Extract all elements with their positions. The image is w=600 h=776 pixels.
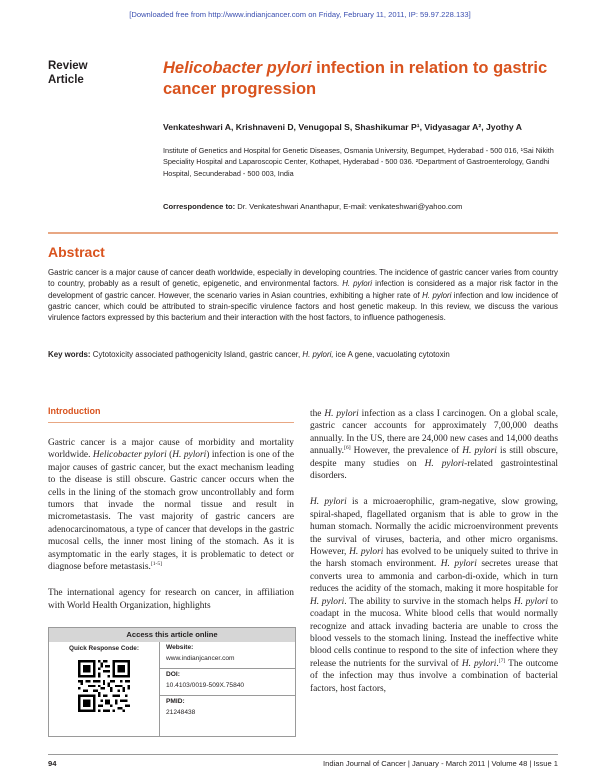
doi-value[interactable]: 10.4103/0019-509X.75840: [166, 682, 245, 689]
keywords-text-2: ice A gene, vacuolating cytotoxin: [333, 350, 450, 359]
correspondence-text: Dr. Venkateshwari Ananthapur, E-mail: venkateshwari@yahoo.com: [235, 202, 463, 211]
article-title: [163, 58, 563, 100]
rc-p2-text-5: to coadapt in the mucosa. White blood cells that would normally recognize and attack invading bacteria are unable to cross the blood vessels to the stomach lining. Instead the ineffective white blood cells continue to respond to the site of infection where they release the nutrients for the survival of: [310, 596, 558, 669]
abstract-divider: [48, 232, 558, 234]
rc-p2-em-2: H. pylori: [440, 559, 477, 570]
abstract-em-2: H. pylori: [422, 290, 452, 300]
citation-ref[interactable]: [1-5]: [150, 560, 163, 567]
intro-paragraph-2: The international agency for research on cancer, in affiliation with World Health Organization, highlights: [48, 588, 294, 611]
rc-p2-text-6: .: [496, 658, 499, 669]
pmid-row: [160, 696, 295, 736]
title-species: Helicobacter pylori: [163, 59, 312, 77]
rc-p2-em-4: H. pylori: [513, 596, 549, 607]
rc-p1-em-1: H. pylori: [462, 446, 497, 457]
section-heading-introduction: Introduction: [48, 406, 101, 416]
rc-p1-text-0: the: [310, 409, 325, 419]
abstract-text-2: infection is considered as a major risk factor in the development of gastric cancer. However, the scenario varies in Asian countries, exhibiting a higher rate of: [48, 279, 558, 300]
affiliations: Institute of Genetics and Hospital for Genetic Diseases, Osmania University, Begumpet, Hyderabad - 500 016, ¹Sai Nikith Speciality Hospital and Laparoscopic Center, Kothapet, Hyderabad - 500 036. ²Department of Gastroenterology, Gandhi Hospital, Secunderabad - 500 003, India: [163, 146, 554, 178]
abstract-heading: Abstract: [48, 244, 105, 260]
abstract-em-1: H. pylori: [342, 279, 373, 289]
intro-paragraph-1: [48, 437, 294, 573]
article-type-line-1: Review: [48, 60, 88, 72]
journal-citation: Indian Journal of Cancer | January - March 2011 | Volume 48 | Issue 1: [323, 759, 558, 768]
rc-p2-em-5: H. pylori: [461, 658, 497, 669]
rc-p1-text-1: infection as a class I carcinogen. On a global scale, gastric cancer accounts for approximately 7,00,000 deaths annually. In the US, there are 24,000 new cases and 14,000 deaths annually.: [310, 409, 559, 457]
rc-p1-em-2: H. pylori: [424, 458, 465, 469]
keywords-label: Key words:: [48, 350, 91, 359]
access-box-heading: Access this article online: [49, 628, 295, 642]
intro-p1-em-1: Helicobacter pylori: [92, 450, 167, 461]
citation-ref[interactable]: [6]: [344, 445, 351, 452]
footer-divider: [48, 754, 558, 755]
rc-p2-text-7: The outcome of the infection may thus involve a combination of bacterial factors, host factors,: [310, 658, 558, 694]
rc-p2-text-3: secretes urease that converts urea to ammonia and carbon-di-oxide, which in turn reduces the acidity of the stomach, making it more hospitable for: [310, 559, 559, 595]
rc-p1-em-0: H. pylori: [324, 409, 359, 419]
intro-p1-text-2: (: [166, 450, 173, 461]
website-link[interactable]: www.indianjcancer.com: [166, 655, 235, 662]
qr-code-label: Quick Response Code:: [69, 645, 139, 652]
left-column: [48, 437, 294, 626]
rc-p1-text-4: -related gastrointestinal disorders.: [310, 458, 559, 482]
right-paragraph-2: [310, 496, 558, 695]
right-column: [310, 408, 558, 709]
correspondence: [163, 202, 563, 211]
qr-code-cell: [49, 642, 160, 736]
page-number: 94: [48, 759, 57, 768]
rc-p2-text-1: is a microaerophilic, gram-negative, slow growing, spiral-shaped, flagellated organism that is able to grow in the human stomach. Normally the acidic microenvironment prevents the survival of viruses, bacteria, and other micro organisms. However,: [310, 497, 558, 558]
article-type-line-2: Article: [48, 74, 84, 86]
article-type-label: [48, 59, 88, 87]
pmid-label: PMID:: [166, 698, 185, 705]
rc-p2-em-3: H. pylori: [310, 596, 345, 607]
intro-p1-text-1: Gastric cancer is a major cause of morbidity and mortality worldwide.: [48, 438, 294, 461]
abstract-body: [48, 267, 558, 323]
website-row: [160, 642, 295, 669]
keywords-em: H. pylori,: [302, 350, 334, 359]
qr-code-image[interactable]: [78, 660, 130, 712]
rc-p2-em-1: H. pylori: [349, 547, 384, 558]
rc-p2-text-4: . The ability to survive in the stomach helps: [344, 596, 514, 607]
keywords: [48, 349, 558, 360]
citation-ref[interactable]: [7]: [498, 657, 506, 664]
doi-label: DOI:: [166, 671, 180, 678]
doi-row: [160, 669, 295, 696]
rc-p1-text-2: However, the prevalence of: [350, 446, 463, 457]
abstract-text-1: Gastric cancer is a major cause of cancer death worldwide, especially in developing countries. The incidence of gastric cancer varies from country to country, probably as a result of genetic, epigenetic, and environmental factors.: [48, 268, 558, 289]
abstract-text-3: infection and low incidence of gastric cancer, which could be attributed to strain-specific virulence factors and host genetic makeup. In this review, we discuss the various virulence factors expressed by this bacterium and their interaction with the host factors, to influence pathogenesis.: [48, 290, 558, 323]
correspondence-label: Correspondence to:: [163, 202, 236, 211]
intro-p1-em-2: H. pylori: [172, 450, 207, 461]
title-rest: infection in relation to gastric cancer progression: [163, 59, 548, 98]
right-paragraph-1: [310, 408, 558, 482]
section-divider: [48, 422, 294, 423]
rc-p2-text-2: has evolved to be uniquely suited to thrive in the harsh stomach environment.: [310, 547, 559, 570]
rc-p1-text-3: is still obscure, despite many studies on: [310, 446, 558, 469]
website-label: Website:: [166, 644, 194, 651]
download-banner: [Downloaded free from http://www.indianjcancer.com on Friday, February 11, 2011, IP: 59.97.228.133]: [129, 10, 471, 19]
access-article-box: [48, 627, 296, 737]
keywords-text-1: Cytotoxicity associated pathogenicity Island, gastric cancer,: [90, 350, 303, 359]
pmid-value[interactable]: 21248438: [166, 709, 196, 716]
author-list: Venkateshwari A, Krishnaveni D, Venugopal S, Shashikumar P¹, Vidyasagar A², Jyothy A: [163, 122, 522, 132]
intro-p1-text-3: ) infection is one of the major causes of gastric cancer, but the exact mechanism leading to the disease is still obscure. Gastric cancer occurs when the cells in the lining of the stomach grow uncontrollably and form tumors that invade the normal tissue and result in micrometastasis. The vast majority of gastric cancers are adenocarcinomatous, a type of cancer that develops in the gastric mucosal cells, the inner most lining of the stomach. As it is asymptomatic in the early stages, it is problematic to detect or diagnose before metastasis.: [48, 450, 295, 573]
rc-p2-em-0: H. pylori: [310, 497, 347, 508]
